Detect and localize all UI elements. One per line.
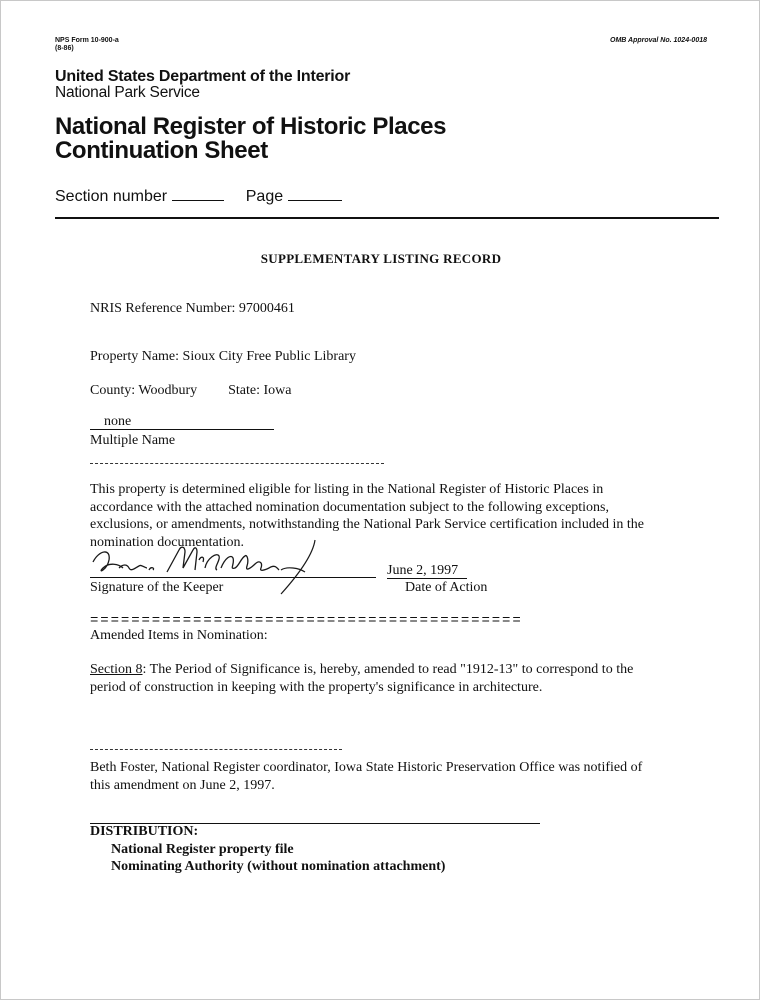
section-8-text: : The Period of Significance is, hereby, amended to read "1912-13" to correspond to the period of construction in keeping with the property's significance in architecture. xyxy=(90,662,634,695)
section-8-amendment xyxy=(90,661,665,696)
page-title: National Register of Historic Places xyxy=(55,113,447,140)
dashed-divider-2 xyxy=(90,749,342,750)
multiple-name-label: Multiple Name xyxy=(90,433,176,448)
state: State: Iowa xyxy=(228,383,292,398)
signature-line xyxy=(90,577,376,578)
county-state-line xyxy=(90,383,292,399)
multiple-name-value: none xyxy=(90,415,274,430)
eligibility-statement: This property is determined eligible for listing in the National Register of Historic Places in accordance with the attached nomination documentation subject to the following exceptions, exclusions, or amendments, notwithstanding the National Park Service certification included in the nomination documentation. xyxy=(90,482,645,550)
page-label: Page xyxy=(245,188,284,205)
section-number-label: Section number xyxy=(55,188,168,205)
header-rule xyxy=(55,217,719,219)
notification-statement: Beth Foster, National Register coordinator, Iowa State Historic Preservation Office was notified of this amendment on June 2, 1997. xyxy=(90,760,643,793)
amended-heading: Amended Items in Nomination: xyxy=(90,628,268,643)
date-of-action-label: Date of Action xyxy=(405,580,488,595)
page-blank xyxy=(288,188,342,201)
distribution-item: Nominating Authority (without nomination attachment) xyxy=(111,859,446,874)
distribution-heading: DISTRIBUTION: xyxy=(90,824,199,839)
dashed-divider xyxy=(90,463,384,464)
section-page-line xyxy=(55,188,342,206)
county: County: Woodbury xyxy=(90,383,198,398)
distribution-item: National Register property file xyxy=(111,842,294,857)
signature-label: Signature of the Keeper xyxy=(90,580,224,595)
section-number-blank xyxy=(172,188,224,201)
nris-reference: NRIS Reference Number: 97000461 xyxy=(90,301,295,316)
page-subtitle: Continuation Sheet xyxy=(55,137,268,164)
record-heading: SUPPLEMENTARY LISTING RECORD xyxy=(260,251,502,266)
action-date: June 2, 1997 xyxy=(387,563,467,579)
form-number: NPS Form 10-900-a (8-86) xyxy=(55,37,119,52)
section-8-label: Section 8 xyxy=(90,662,143,677)
department-name: United States Department of the Interior xyxy=(55,68,351,85)
double-dashed-divider: ========================================== xyxy=(90,613,523,629)
omb-approval: OMB Approval No. 1024-0018 xyxy=(610,37,707,44)
property-name: Property Name: Sioux City Free Public Library xyxy=(90,349,356,364)
service-name: National Park Service xyxy=(55,84,200,101)
